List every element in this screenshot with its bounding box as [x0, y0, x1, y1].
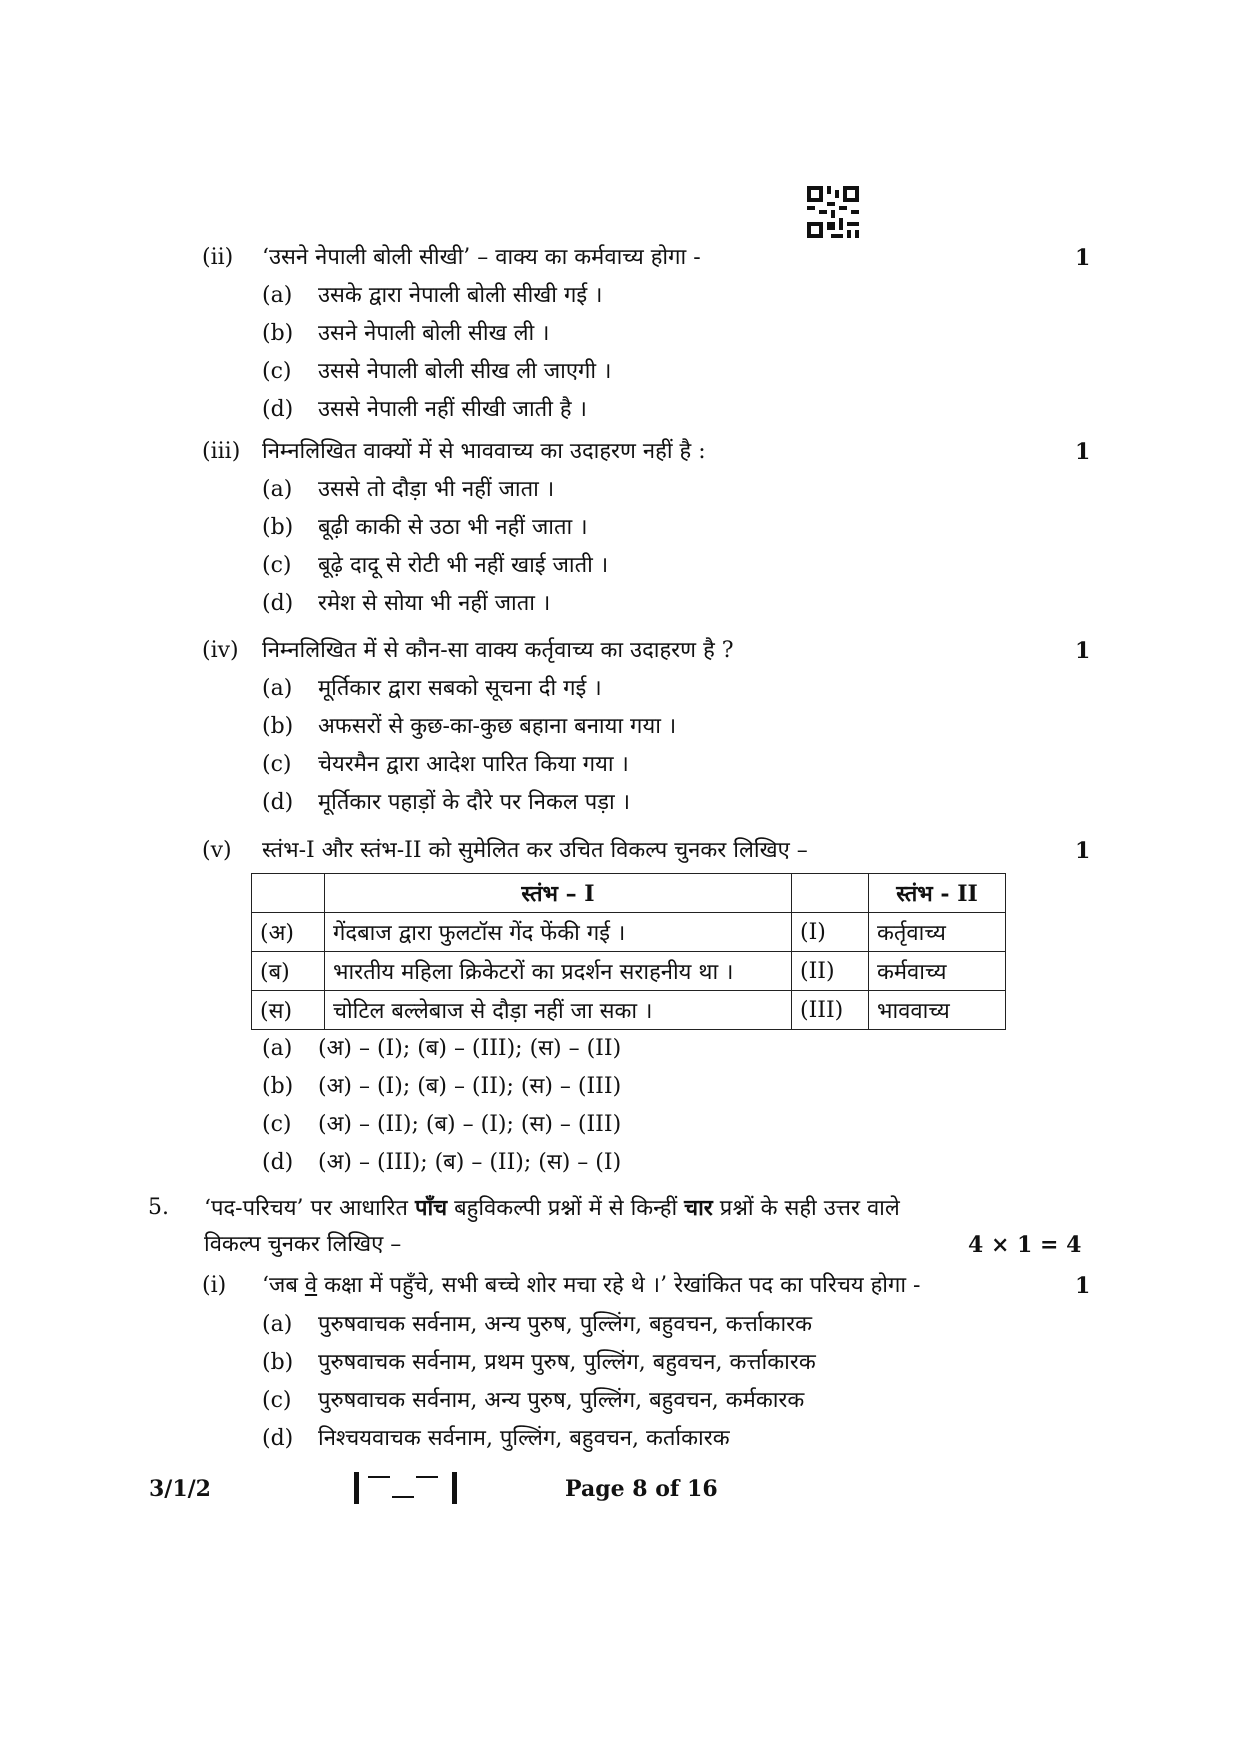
text-segment: ‘जब	[262, 1273, 305, 1298]
option-text: मूर्तिकार पहाड़ों के दौरे पर निकल पड़ा ।	[318, 790, 631, 815]
qr-code-icon	[807, 186, 859, 238]
table-cell	[792, 874, 869, 913]
option-text: मूर्तिकार द्वारा सबको सूचना दी गई ।	[318, 676, 602, 701]
option-label: (b)	[262, 321, 294, 346]
emphasis-five: पाँच	[414, 1195, 448, 1221]
option-label: (d)	[262, 1150, 294, 1175]
option-text: उससे तो दौड़ा भी नहीं जाता ।	[318, 477, 555, 502]
question-number: (iv)	[202, 638, 239, 663]
option-label: (b)	[262, 714, 294, 739]
underlined-word: वे	[304, 1273, 318, 1298]
option-label: (b)	[262, 1074, 294, 1099]
question-marks: 1	[1075, 439, 1091, 465]
question-number: (iii)	[202, 439, 241, 464]
option-label: (a)	[262, 1036, 293, 1061]
table-row	[252, 913, 1006, 952]
paper-code: 3/1/2	[149, 1476, 211, 1502]
table-header-row	[252, 874, 1006, 913]
barcode-icon	[352, 1470, 462, 1506]
text-segment: बहुविकल्पी प्रश्नों में से किन्हीं	[447, 1196, 685, 1221]
question-text	[262, 1271, 921, 1301]
option-label: (b)	[262, 1350, 294, 1375]
question-marks: 1	[1075, 838, 1091, 864]
option-text: अफसरों से कुछ-का-कुछ बहाना बनाया गया ।	[318, 714, 677, 739]
row-key: (अ)	[252, 913, 325, 952]
option-text: निश्चयवाचक सर्वनाम, पुल्लिंग, बहुवचन, कर्ताकारक	[318, 1426, 730, 1451]
question-number: (i)	[202, 1273, 227, 1298]
row-statement: गेंदबाज द्वारा फुलटॉस गेंद फेंकी गई ।	[325, 913, 792, 952]
option-label: (a)	[262, 283, 293, 308]
option-text: उसने नेपाली बोली सीख ली ।	[318, 321, 550, 346]
option-text: बूढ़ी काकी से उठा भी नहीं जाता ।	[318, 515, 588, 540]
option-text: बूढ़े दादू से रोटी भी नहीं खाई जाती ।	[318, 553, 609, 578]
option-text: उसके द्वारा नेपाली बोली सीखी गई ।	[318, 283, 603, 308]
option-label: (c)	[262, 553, 292, 578]
row-statement: भारतीय महिला क्रिकेटरों का प्रदर्शन सराहनीय था ।	[325, 952, 792, 991]
row-roman: (I)	[792, 913, 869, 952]
option-text: (अ) – (III); (ब) – (II); (स) – (I)	[318, 1150, 622, 1175]
option-text: रमेश से सोया भी नहीं जाता ।	[318, 591, 551, 616]
row-statement: चोटिल बल्लेबाज से दौड़ा नहीं जा सका ।	[325, 991, 792, 1030]
text-segment: ‘पद-परिचय’ पर आधारित	[204, 1196, 415, 1221]
option-label: (d)	[262, 1426, 294, 1451]
table-cell	[252, 874, 325, 913]
option-text: चेयरमैन द्वारा आदेश पारित किया गया ।	[318, 752, 629, 777]
question-text: ‘उसने नेपाली बोली सीखी’ – वाक्य का कर्मवाच्य होगा -	[262, 245, 701, 270]
table-header-column-2: स्तंभ - II	[869, 874, 1006, 913]
table-row	[252, 952, 1006, 991]
row-voice: भाववाच्य	[869, 991, 1006, 1030]
option-text: उससे नेपाली नहीं सीखी जाती है ।	[318, 397, 587, 422]
page-number: Page 8 of 16	[565, 1476, 718, 1502]
table-row	[252, 991, 1006, 1030]
question-text: स्तंभ-I और स्तंभ-II को सुमेलित कर उचित विकल्प चुनकर लिखिए –	[262, 838, 808, 863]
match-table	[251, 873, 1006, 1030]
question-number: (v)	[202, 838, 232, 863]
option-label: (d)	[262, 397, 294, 422]
option-text: पुरुषवाचक सर्वनाम, प्रथम पुरुष, पुल्लिंग, बहुवचन, कर्त्ताकारक	[318, 1350, 816, 1375]
row-roman: (II)	[792, 952, 869, 991]
option-label: (c)	[262, 1112, 292, 1137]
row-key: (स)	[252, 991, 325, 1030]
option-text: पुरुषवाचक सर्वनाम, अन्य पुरुष, पुल्लिंग, बहुवचन, कर्मकारक	[318, 1388, 805, 1413]
question-marks: 1	[1075, 638, 1091, 664]
option-text: (अ) – (I); (ब) – (II); (स) – (III)	[318, 1074, 622, 1099]
table-header-column-1: स्तंभ – I	[325, 874, 792, 913]
option-label: (a)	[262, 676, 293, 701]
option-label: (c)	[262, 1388, 292, 1413]
row-key: (ब)	[252, 952, 325, 991]
question-marks: 1	[1075, 1273, 1091, 1299]
option-label: (c)	[262, 359, 292, 384]
question-number: (ii)	[202, 245, 234, 270]
question-5-text	[204, 1193, 900, 1224]
option-text: उससे नेपाली बोली सीख ली जाएगी ।	[318, 359, 612, 384]
option-text: पुरुषवाचक सर्वनाम, अन्य पुरुष, पुल्लिंग, बहुवचन, कर्त्ताकारक	[318, 1312, 813, 1337]
question-text: निम्नलिखित में से कौन-सा वाक्य कर्तृवाच्य का उदाहरण है ?	[262, 638, 734, 663]
question-text: निम्नलिखित वाक्यों में से भाववाच्य का उदाहरण नहीं है :	[262, 439, 706, 464]
option-text: (अ) – (I); (ब) – (III); (स) – (II)	[318, 1036, 622, 1061]
question-5-marks: 4 × 1 = 4	[968, 1232, 1082, 1258]
row-voice: कर्तृवाच्य	[869, 913, 1006, 952]
row-voice: कर्मवाच्य	[869, 952, 1006, 991]
option-label: (a)	[262, 477, 293, 502]
row-roman: (III)	[792, 991, 869, 1030]
text-segment: प्रश्नों के सही उत्तर वाले	[712, 1196, 900, 1221]
option-label: (d)	[262, 591, 294, 616]
option-label: (d)	[262, 790, 294, 815]
question-5-number: 5.	[148, 1195, 169, 1220]
option-text: (अ) – (II); (ब) – (I); (स) – (III)	[318, 1112, 622, 1137]
emphasis-four: चार	[684, 1195, 713, 1221]
text-segment: कक्षा में पहुँचे, सभी बच्चे शोर मचा रहे थे ।’ रेखांकित पद का परिचय होगा -	[317, 1273, 921, 1298]
option-label: (c)	[262, 752, 292, 777]
option-label: (a)	[262, 1312, 293, 1337]
question-marks: 1	[1075, 245, 1091, 271]
option-label: (b)	[262, 515, 294, 540]
question-5-text-line2: विकल्प चुनकर लिखिए –	[204, 1232, 402, 1257]
